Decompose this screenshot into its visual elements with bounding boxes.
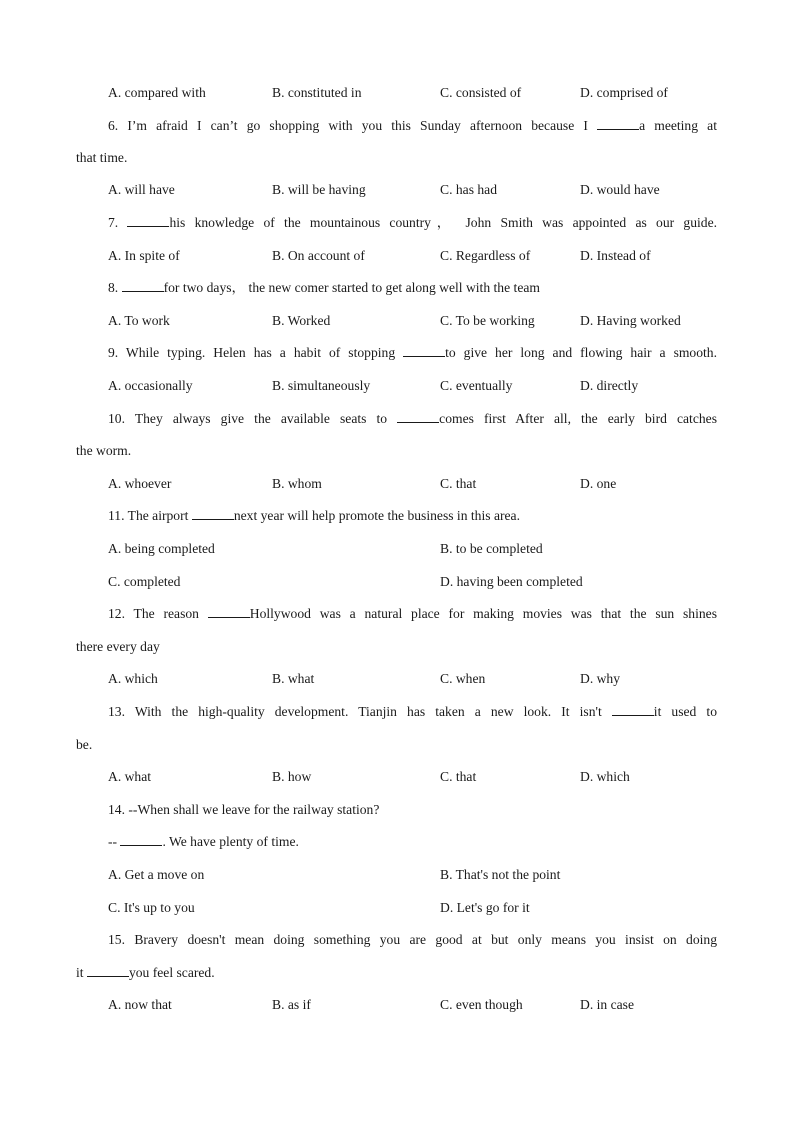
q13-stem-continued: be. (76, 737, 93, 752)
q6-text-after: a meeting at (639, 118, 717, 133)
q12-text-after: Hollywood was a natural place for making movies was that the sun shines (249, 606, 717, 621)
q6-text-before: 6. I’m afraid I can’t go shopping with you this Sunday afternoon because I (108, 118, 598, 133)
q5-option-b: B. constituted in (272, 85, 362, 100)
q8-option-a: A. To work (108, 313, 170, 328)
q11-stem (108, 508, 520, 524)
q13-text-before: 13. With the high-quality development. Tianjin has taken a new look. It isn't (108, 704, 612, 719)
q6-option-a: A. will have (108, 182, 175, 197)
q14-option-d: D. Let's go for it (440, 900, 530, 915)
q10-stem-continued: the worm. (76, 443, 132, 458)
q15-text-after: you feel scared. (128, 965, 215, 980)
q10-option-c: C. that (440, 476, 477, 491)
q9-option-d: D. directly (580, 378, 639, 393)
q11-option-b: B. to be completed (440, 541, 543, 556)
q9-text-after: to give her long and flowing hair a smooth. (445, 345, 717, 360)
q7-option-d: D. Instead of (580, 248, 651, 263)
q15-option-d: D. in case (580, 997, 634, 1012)
q11-option-c: C. completed (108, 574, 181, 589)
q10-blank (397, 411, 439, 423)
q15-option-b: B. as if (272, 997, 311, 1012)
q6-option-d: D. would have (580, 182, 660, 197)
q15-option-c: C. even though (440, 997, 523, 1012)
q11-text-before: 11. The airport (108, 508, 192, 523)
q6-stem (108, 118, 717, 134)
q11-option-a: A. being completed (108, 541, 215, 556)
q7-option-b: B. On account of (272, 248, 365, 263)
q5-option-a: A. compared with (108, 85, 206, 100)
q10-stem (108, 411, 717, 427)
q8-option-b: B. Worked (272, 313, 331, 328)
q9-option-b: B. simultaneously (272, 378, 371, 393)
q6-blank (597, 118, 639, 130)
q9-option-c: C. eventually (440, 378, 513, 393)
q7-text-after: his knowledge of the mountainous country， John Smith was appointed as our guide. (169, 215, 717, 230)
q12-option-b: B. what (272, 671, 315, 686)
q14-blank (120, 834, 162, 846)
q7-option-a: A. In spite of (108, 248, 180, 263)
q7-blank (127, 215, 169, 227)
q11-blank (192, 508, 234, 520)
q12-text-before: 12. The reason (108, 606, 208, 621)
q5-option-d: D. comprised of (580, 85, 668, 100)
q13-text-after: it used to (653, 704, 717, 719)
q10-text-after: comes first After all, the early bird catches (439, 411, 717, 426)
q8-blank (122, 280, 164, 292)
q7-stem (108, 215, 717, 231)
q10-text-before: 10. They always give the available seats to (108, 411, 398, 426)
q14-option-c: C. It's up to you (108, 900, 195, 915)
q15-text-before: it (76, 965, 87, 980)
q13-blank (612, 704, 654, 716)
q6-stem-continued: that time. (76, 150, 128, 165)
q14-stem: 14. --When shall we leave for the railway station? (108, 802, 380, 817)
q9-stem (108, 345, 717, 361)
q8-option-d: D. Having worked (580, 313, 681, 328)
q13-option-a: A. what (108, 769, 152, 784)
q7-option-c: C. Regardless of (440, 248, 531, 263)
q9-option-a: A. occasionally (108, 378, 193, 393)
q14-option-b: B. That's not the point (440, 867, 561, 882)
q15-option-a: A. now that (108, 997, 172, 1012)
q13-option-d: D. which (580, 769, 630, 784)
q12-option-a: A. which (108, 671, 158, 686)
q14-text-after: . We have plenty of time. (162, 834, 299, 849)
q13-option-b: B. how (272, 769, 312, 784)
q15-stem-continued (76, 965, 215, 981)
q8-text-before: 8. (108, 280, 122, 295)
q14-option-a: A. Get a move on (108, 867, 205, 882)
q10-option-b: B. whom (272, 476, 322, 491)
q6-option-c: C. has had (440, 182, 498, 197)
q5-option-c: C. consisted of (440, 85, 522, 100)
q12-stem (108, 606, 717, 622)
q8-option-c: C. To be working (440, 313, 535, 328)
q11-text-after: next year will help promote the business in this area. (233, 508, 520, 523)
q6-option-b: B. will be having (272, 182, 366, 197)
q10-option-a: A. whoever (108, 476, 172, 491)
q14-text-before: -- (108, 834, 121, 849)
q9-text-before: 9. While typing. Helen has a habit of stopping (108, 345, 404, 360)
q11-option-d: D. having been completed (440, 574, 583, 589)
q9-blank (403, 345, 445, 357)
q13-stem (108, 704, 717, 720)
q15-blank (87, 965, 129, 977)
q12-blank (208, 606, 250, 618)
q8-stem (108, 280, 540, 296)
q12-option-c: C. when (440, 671, 486, 686)
q13-option-c: C. that (440, 769, 477, 784)
q15-stem: 15. Bravery doesn't mean doing something you are good at but only means you insist on doing (108, 932, 717, 947)
q7-text-before: 7. (108, 215, 128, 230)
q12-stem-continued: there every day (76, 639, 160, 654)
q8-text-after: for two days， the new comer started to get along well with the team (163, 280, 540, 295)
q14-reply (108, 834, 299, 850)
q12-option-d: D. why (580, 671, 621, 686)
q10-option-d: D. one (580, 476, 617, 491)
